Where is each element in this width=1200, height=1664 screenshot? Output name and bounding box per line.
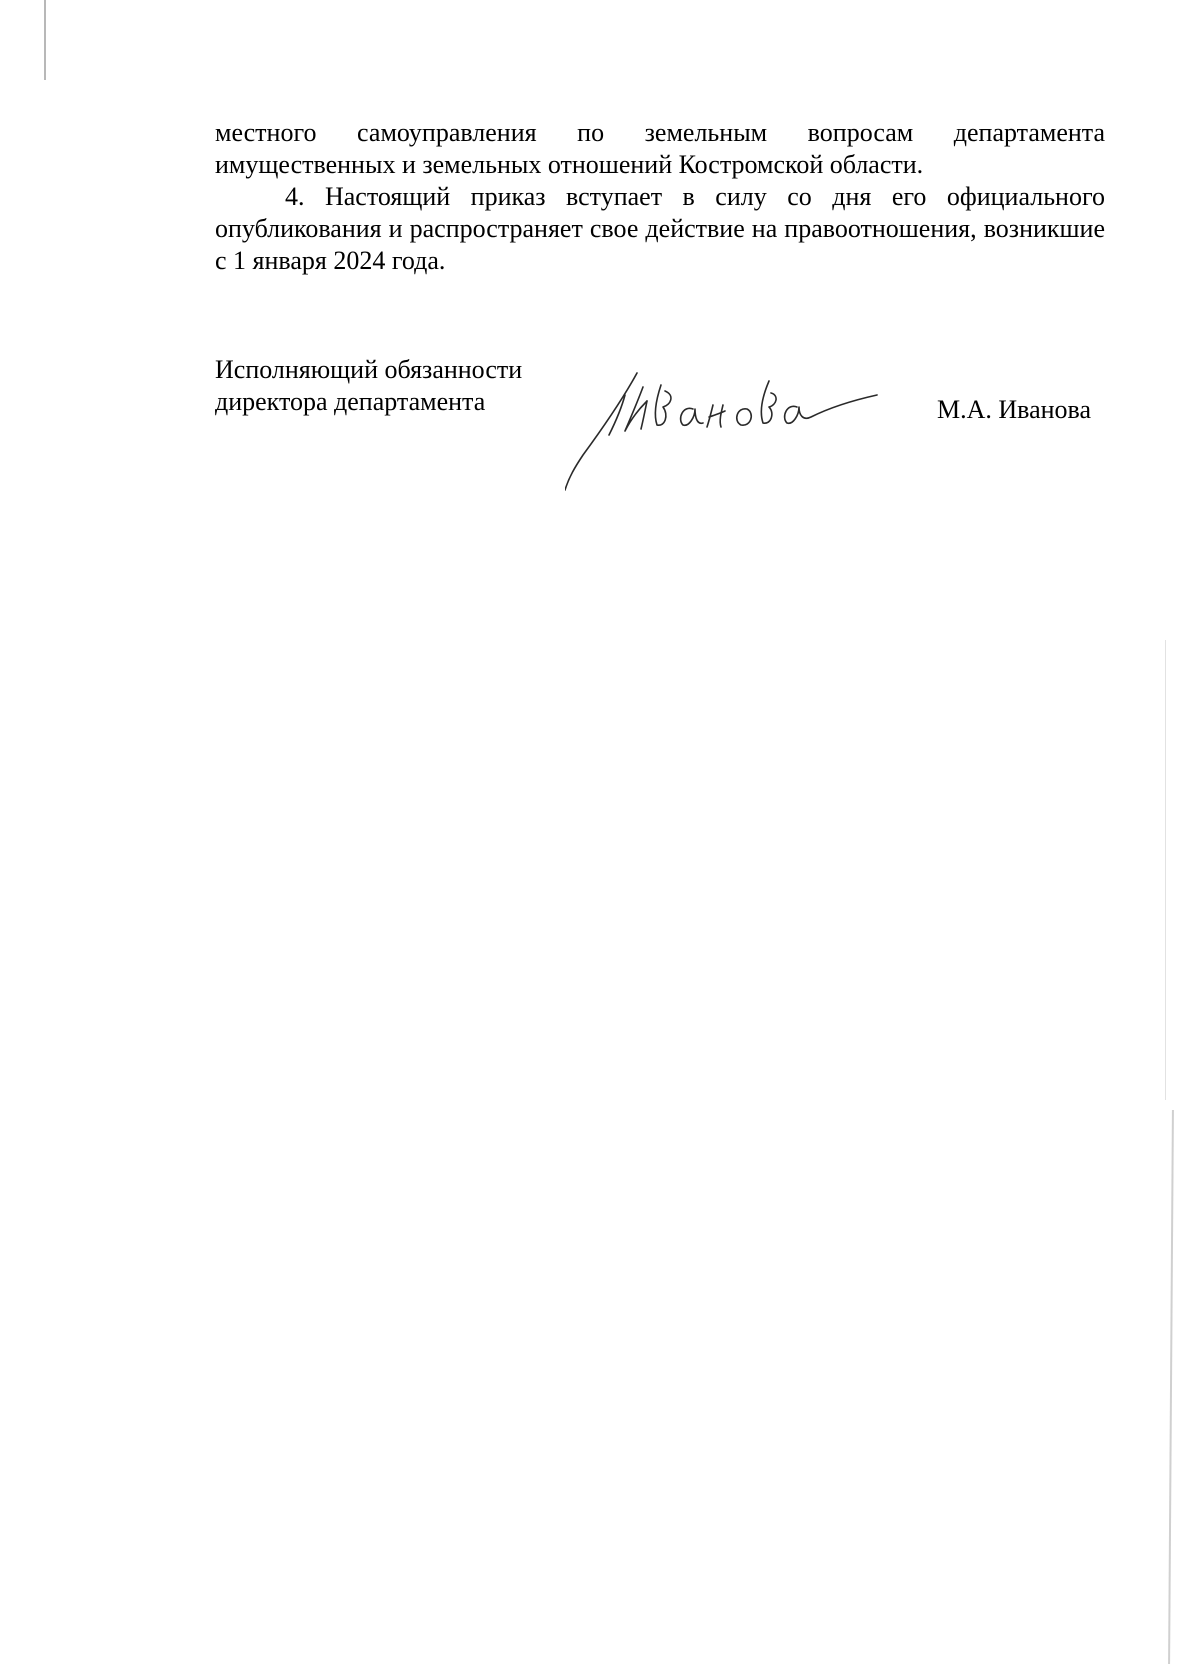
document-body — [215, 117, 1105, 277]
scan-artifact-line — [44, 0, 46, 80]
paragraph-item-4: 4. Настоящий приказ вступает в силу со дня его официального опубликования и распространяет свое действие на правоотношения, возникшие с 1 января 2024 года. — [215, 182, 1105, 275]
scan-artifact-line — [1168, 1110, 1173, 1664]
signatory-name: М.А. Иванова — [937, 395, 1092, 424]
role-line-2: директора департамента — [215, 387, 486, 416]
scan-artifact-line — [1165, 640, 1166, 1100]
signatory-role — [215, 354, 615, 418]
signature-lettering: Иванова — [565, 365, 569, 366]
role-line-1: Исполняющий обязанности — [215, 355, 523, 384]
handwritten-signature — [565, 365, 880, 495]
paragraph-continuation: местного самоуправления по земельным вопросам департамента имущественных и земельных отношений Костромской области. — [215, 118, 1105, 179]
